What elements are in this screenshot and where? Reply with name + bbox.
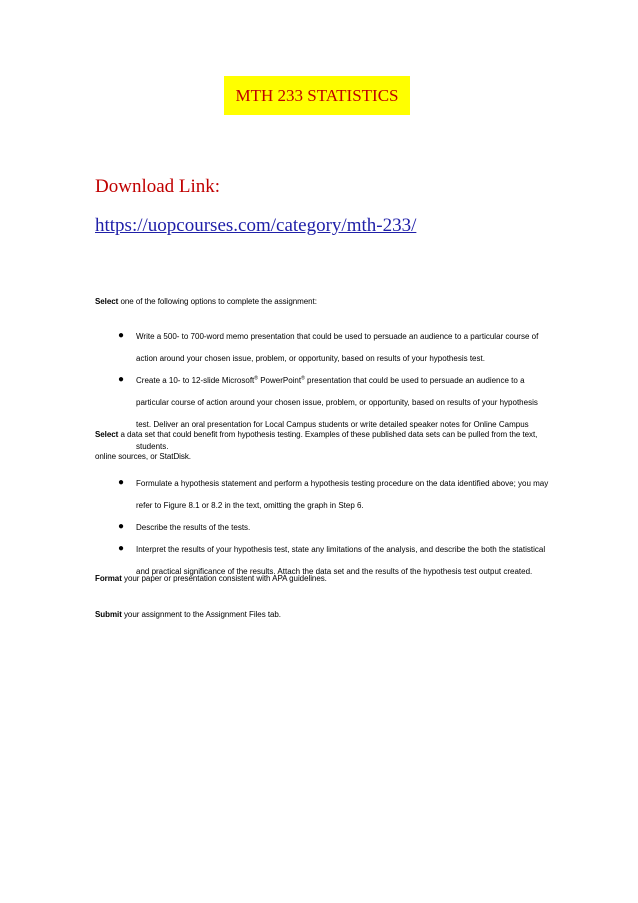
bullet-icon: ● <box>118 374 125 385</box>
bullet-icon: ● <box>118 543 125 554</box>
list-item <box>95 517 555 539</box>
intro-paragraph <box>95 291 555 313</box>
step-2-text: Describe the results of the tests. <box>136 523 251 532</box>
option-2-part2: PowerPoint <box>257 376 302 385</box>
select-data-text: a data set that could benefit from hypothesis testing. Examples of these published data sets can be pulled from the text, online sources, or StatDisk. <box>95 430 538 461</box>
bullet-icon: ● <box>118 521 125 532</box>
download-label: Download Link: <box>95 176 221 197</box>
step-3-text: Interpret the results of your hypothesis test, state any limitations of the analysis, and describe the both the statistical and practical significance of the results. Attach the data set and the results of the hypothesis test output created. <box>136 545 546 576</box>
option-2-part3: presentation that could be used to persuade an audience to a particular course of action around your chosen issue, problem, or opportunity, based on results of your hypothesis test. Deliver an oral presentation for Local Campus students or write detailed speaker notes for Online Campus students. <box>136 376 538 451</box>
submit-bold: Submit <box>95 610 122 619</box>
submit-text: your assignment to the Assignment Files tab. <box>121 610 281 619</box>
format-text: your paper or presentation consistent with APA guidelines. <box>121 574 327 583</box>
submit-paragraph <box>95 604 555 626</box>
option-2-part1: Create a 10- to 12-slide Microsoft <box>136 376 255 385</box>
format-bold: Format <box>95 574 122 583</box>
list-item <box>95 326 555 370</box>
steps-list <box>95 473 555 583</box>
bullet-icon: ● <box>118 330 125 341</box>
intro-bold: Select <box>95 297 119 306</box>
select-data-bold: Select <box>95 430 119 439</box>
registered-mark: ® <box>254 375 258 382</box>
option-1-text: Write a 500- to 700-word memo presentation that could be used to persuade an audience to a particular course of action around your chosen issue, problem, or opportunity, based on results of your hypothesis test. <box>136 332 539 363</box>
registered-mark: ® <box>301 375 305 382</box>
step-1-text: Formulate a hypothesis statement and perform a hypothesis testing procedure on the data identified above; you may refer to Figure 8.1 or 8.2 in the text, omitting the graph in Step 6. <box>136 479 549 510</box>
list-item <box>95 473 555 517</box>
select-data-paragraph <box>95 424 555 468</box>
download-link[interactable]: https://uopcourses.com/category/mth-233/ <box>95 215 417 236</box>
bullet-icon: ● <box>118 477 125 488</box>
page-title: MTH 233 STATISTICS <box>224 76 410 115</box>
format-paragraph <box>95 568 555 590</box>
intro-text: one of the following options to complete the assignment: <box>118 297 317 306</box>
